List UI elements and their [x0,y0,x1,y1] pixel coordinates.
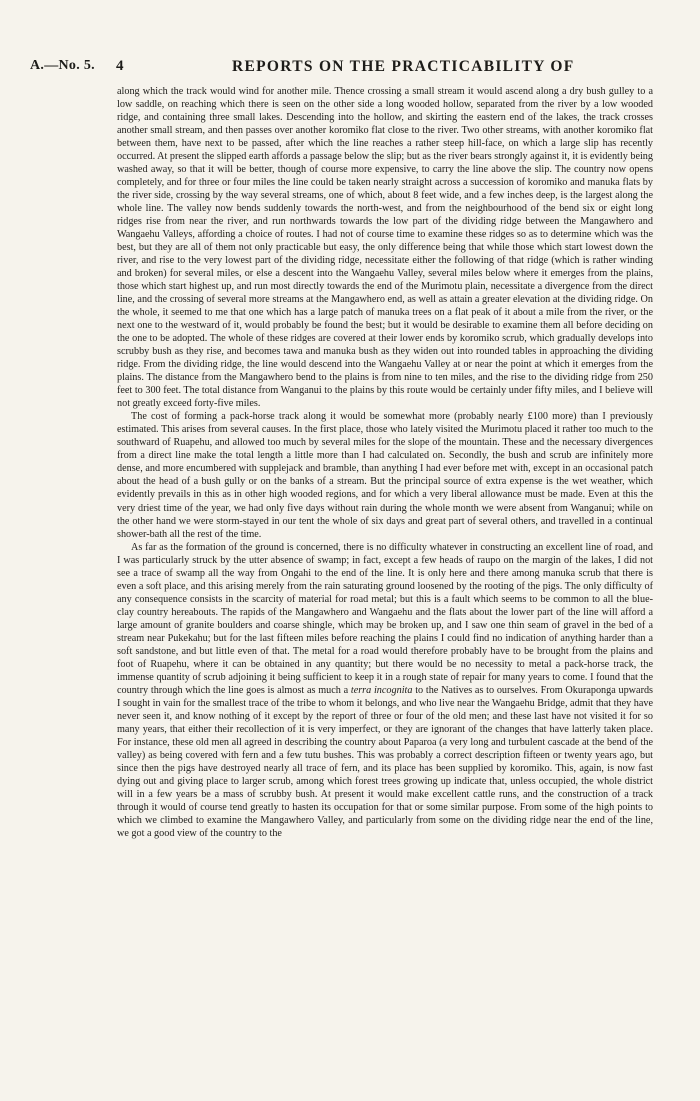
italic-phrase: terra incognita [350,684,413,696]
paragraph-track-cost: The cost of forming a pack-horse track along it would be somewhat more (probably nearly £100 more) than I previously estimated. This arises from several causes. In the first place, those who lately visited the Murimotu placed it rather too much to the southward of Ruapehu, and allowed too much by several miles for the slope of the mountain. These and the necessary divergences from a direct line make the total length a little more than I had calculated on. Secondly, the bush and scrub are infinitely more dense, and more encumbered with supplejack and bramble, than anything I had ever before met with, except in an occasional patch about the head of a bush gully or on the banks of a stream. But the principal source of extra expense is the wet weather, which evidently prevails in this as in other high wooded regions, and for which a very liberal allowance must be made. Even at this the very driest time of the year, we had only five days without rain during the whole month we were absent from Wanganui; while on the other hand we were storm-stayed in our tent the whole of six days and great part of several others, and travelled in a continual shower-bath all the rest of the time. [117,411,653,540]
paragraph-ground-formation [117,541,653,840]
document-reference: A.—No. 5. [30,58,95,73]
page-header [0,58,700,80]
running-title: REPORTS ON THE PRACTICABILITY OF [232,58,575,75]
paragraph-route-description: along which the track would wind for another mile. Thence crossing a small stream it would ascend along a dry bush gulley to a low saddle, on reaching which there is seen on the other side a long wooded hollow, separated from the river by a low wooded ridge, and containing three small lakes. Descending into the hollow, and skirting the eastern end of the lakes, the track crosses another small stream, and then passes over another koromiko flat close to the river. Two other streams, with another koromiko flat between them, have next to be passed, after which the line reaches a rather steep hill-face, on which a large slip has recently occurred. At present the slipped earth affords a passage below the slip; but as the river bears strongly against it, it is evidently being washed away, so that it will be better, though of course more expensive, to carry the line above the slip. The country now opens completely, and for three or four miles the line could be taken nearly straight across a succession of koromiko and manuka flats by the river side, crossing by the way several streams, one of which, about 8 feet wide, and a few inches deep, is the largest along the whole line. The valley now bends suddenly towards the north-west, and from the neighbourhood of the bend six or eight long ridges rise from near the river, and run northwards towards the low part of the dividing ridge between the Mangawhero and Wangaehu Valleys, affording a choice of routes. I had not of course time to examine these ridges so as to determine which was the best, but they are all of them not only practicable but easy, the only difference being that while those which start lowest down the river, and rise to the very lowest part of the dividing ridge, necessitate either the following of that ridge (which is rather winding and broken) for several miles, or else a descent into the Wangaehu Valley, several miles below where it emerges from the plains, those which start highest up, and run most directly towards the end of the Murimotu plain, necessitate a divergence from the direct line, and the crossing of several more streams at the Mangawhero end, as well as attain a greater elevation at the dividing ridge. On the whole, it seemed to me that one which has a large patch of manuka trees on a flat peak of it about a mile from the river, or the next one to the westward of it, would probably be found the best; but it would be desirable to examine them all before deciding on the one to be adopted. The whole of these ridges are covered at their lower ends by koromiko scrub, which gradually develops into scrubby bush as they rise, and becomes tawa and manuka bush as they widen out into rounded tables in approaching the dividing ridge. From the dividing ridge, the line would descend into the Wangaehu Valley at or near the point at which it emerges from the plains. The distance from the Mangawhero bend to the plains is from nine to ten miles, and the rise to the dividing ridge from 250 feet to 300 feet. The total distance from Wanganui to the plains by this route would be certainly under fifty miles, and I believe will not greatly exceed forty-five miles. [117,86,653,410]
report-body [117,85,653,840]
paragraph-ground-formation-part-1: As far as the formation of the ground is concerned, there is no difficulty whatever in constructing an excellent line of road, and I was particularly struck by the utter absence of swamp; in fact, except a few heads of raupo on the margin of the lakes, I did not see a trace of swamp all the way from Ongahi to the end of the line. It is only here and there among manuka scrub that there is even a soft place, and this arising merely from the rain saturating ground loosened by the rooting of the pigs. The only difficulty of any consequence consists in the scarcity of material for road metal; but this is a fault which seems to be common to all the blue-clay country hereabouts. The rapids of the Mangawhero and Wangaehu and the flats about the lower part of the line will afford a large amount of granite boulders and coarse shingle, which may be broken up, and I saw one thin seam of gravel in the bed of a stream near Pukekahu; but for the last fifteen miles before reaching the plains I could find no indication of anything harder than a soft sandstone, and but little even of that. The metal for a road would therefore probably have to be brought from the plains and foot of Ruapehu, where it can be obtained in any quantity; but there would be no necessity to metal a pack-horse track, the immense quantity of scrub adjoining it being sufficient to keep it in a rough state of repair for many years to come. I found that the country through which the line goes is almost as much a [117,541,653,696]
paragraph-ground-formation-part-2: to the Natives as to ourselves. From Okuraponga upwards I sought in vain for the smallest trace of the tribe to whom it belongs, and who live near the Wangaehu Bridge, admit that they have never seen it, and know nothing of it except by the report of three or four of the old men; and these last have not visited it for so many years, that either their recollection of it is very imperfect, or they are ignorant of the changes that have latterly taken place. For instance, these old men all agreed in describing the country about Paparoa (a very long and turbulent cascade at the bend of the valley) as being covered with fern and a few tutu bushes. This was probably a correct description fifteen or twenty years ago, but since then the pigs have destroyed nearly all trace of fern, and its place has been supplied by koromiko. This, again, is now fast dying out and giving place to larger scrub, among which forest trees growing up indicate that, unless occupied, the whole district will in a few years be a mass of scrubby bush. At present it would make excellent cattle runs, and the construction of a track through it would of course tend greatly to hasten its occupation for that or some similar purpose. From some of the high points to which we climbed to examine the Mangawhero Valley, and particularly from some on the dividing ridge near the end of the line, we got a good view of the country to the [117,684,654,839]
page-number: 4 [116,58,124,74]
